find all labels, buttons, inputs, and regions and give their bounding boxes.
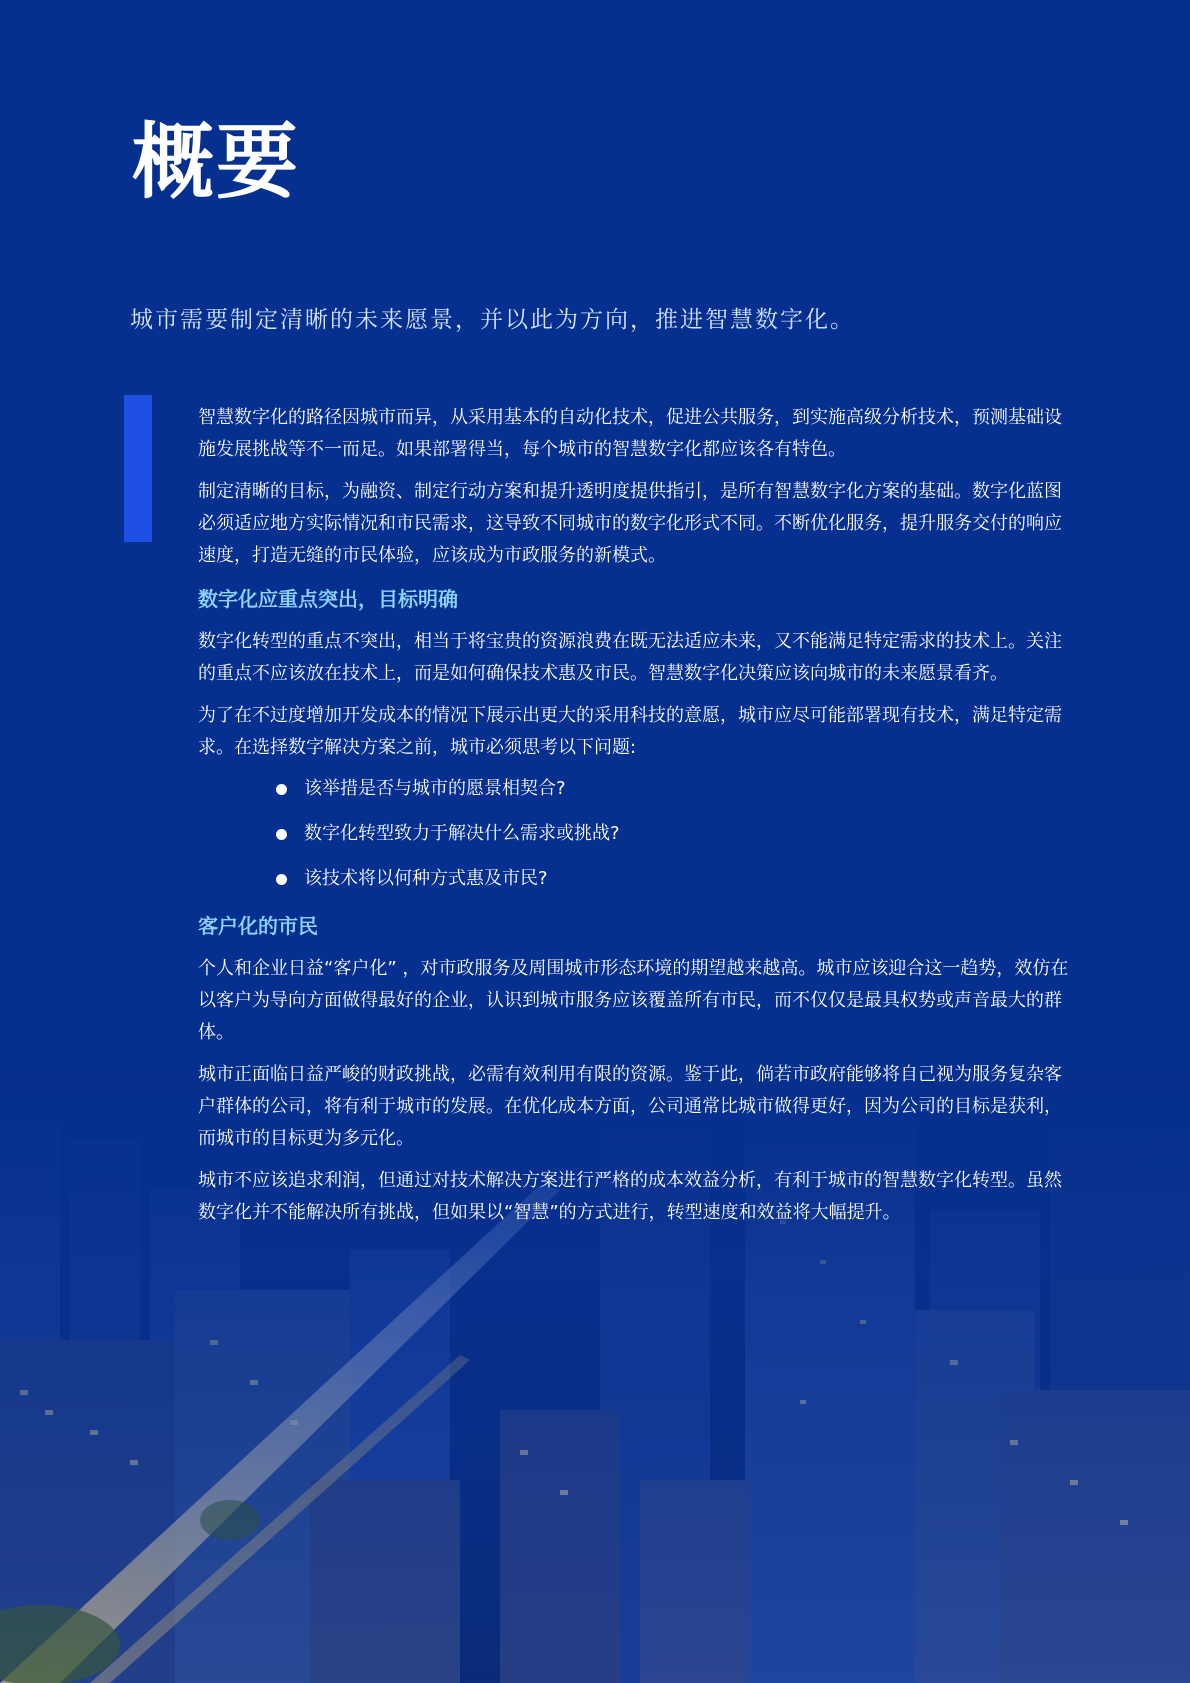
section1-paragraph-1: 数字化转型的重点不突出，相当于将宝贵的资源浪费在既无法适应未来，又不能满足特定需求的技术上。关注的重点不应该放在技术上，而是如何确保技术惠及市民。智慧数字化决策应该向城市的未来愿景看齐。 — [198, 631, 1062, 684]
section2-paragraph-3: 城市不应该追求利润，但通过对技术解决方案进行严格的成本效益分析，有利于城市的智慧数字化转型。虽然数字化并不能解决所有挑战，但如果以“智慧”的方式进行，转型速度和效益将大幅提升。 — [198, 1170, 1062, 1223]
section2-paragraph-1: 个人和企业日益“客户化” ，对市政服务及周围城市形态环境的期望越来越高。城市应该迎合这一趋势，效仿在以客户为导向方面做得最好的企业，认识到城市服务应该覆盖所有市民，而不仅仅是最具权势或声音最大的群体。 — [198, 958, 1069, 1043]
body-text — [198, 402, 1073, 1239]
bullet-icon — [276, 829, 287, 840]
question-text: 该举措是否与城市的愿景相契合? — [304, 778, 566, 799]
list-item — [276, 819, 1073, 849]
list-item — [276, 864, 1073, 894]
section1-paragraph-2: 为了在不过度增加开发成本的情况下展示出更大的采用科技的意愿，城市应尽可能部署现有技术，满足特定需求。在选择数字解决方案之前，城市必须思考以下问题: — [198, 705, 1062, 758]
bullet-icon — [276, 874, 287, 885]
section-heading-customer-citizens: 客户化的市民 — [198, 914, 318, 938]
intro-paragraph-1: 智慧数字化的路径因城市而异，从采用基本的自动化技术，促进公共服务，到实施高级分析技术，预测基础设施发展挑战等不一而足。如果部署得当，每个城市的智慧数字化都应该各有特色。 — [198, 407, 1062, 460]
section2-paragraph-2: 城市正面临日益严峻的财政挑战，必需有效利用有限的资源。鉴于此，倘若市政府能够将自己视为服务复杂客户群体的公司，将有利于城市的发展。在优化成本方面，公司通常比城市做得更好，因为公司的目标是获利，而城市的目标更为多元化。 — [198, 1064, 1062, 1149]
intro-paragraph-2: 制定清晰的目标，为融资、制定行动方案和提升透明度提供指引，是所有智慧数字化方案的基础。数字化蓝图必须适应地方实际情况和市民需求，这导致不同城市的数字化形式不同。不断优化服务，提升服务交付的响应速度，打造无缝的市民体验，应该成为市政服务的新模式。 — [198, 481, 1062, 566]
bullet-icon — [276, 784, 287, 795]
question-text: 数字化转型致力于解决什么需求或挑战? — [304, 823, 620, 844]
tagline: 城市需要制定清晰的未来愿景，并以此为方向，推进智慧数字化。 — [130, 307, 855, 333]
list-item — [276, 774, 1073, 804]
section-heading-focus: 数字化应重点突出，目标明确 — [198, 587, 458, 611]
question-text: 该技术将以何种方式惠及市民? — [304, 868, 548, 889]
question-list — [198, 774, 1073, 894]
page-title: 概要 — [132, 115, 301, 210]
accent-bar — [124, 395, 152, 542]
